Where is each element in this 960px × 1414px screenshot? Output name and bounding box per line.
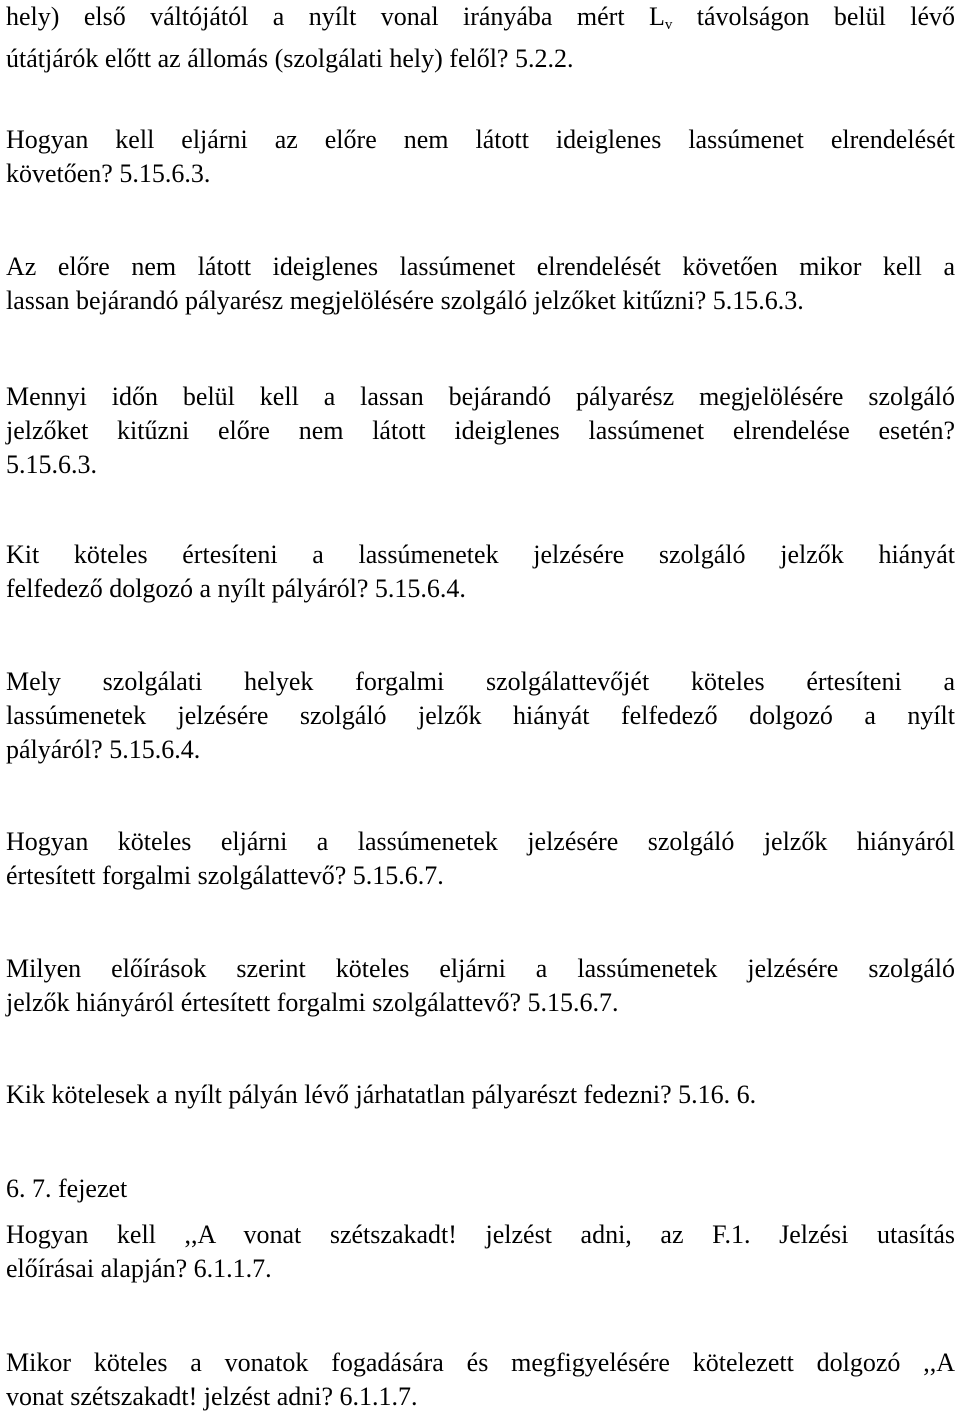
text-segment: hely) első váltójától a nyílt vonal irányába mért L (6, 2, 665, 31)
text-line: jelzőket kitűzni előre nem látott ideiglenes lassúmenet elrendelése esetén? (6, 416, 955, 445)
question-paragraph-6 (6, 665, 955, 767)
text-line: Kit köteles értesíteni a lassúmenetek jelzésére szolgáló jelzők hiányát (6, 540, 955, 569)
question-paragraph-3 (6, 250, 955, 318)
text-line: útátjárók előtt az állomás (szolgálati hely) felől? 5.2.2. (6, 44, 574, 73)
text-line: Kik kötelesek a nyílt pályán lévő járhatatlan pályarészt fedezni? 5.16. 6. (6, 1080, 757, 1109)
text-line: Hogyan kell eljárni az előre nem látott ideiglenes lassúmenet elrendelését (6, 125, 955, 154)
question-paragraph-7 (6, 825, 955, 893)
text-line: lassúmenetek jelzésére szolgáló jelzők hiányát felfedező dolgozó a nyílt (6, 701, 955, 730)
text-line: Mely szolgálati helyek forgalmi szolgálattevőjét köteles értesíteni a (6, 667, 955, 696)
question-paragraph-5 (6, 538, 955, 606)
text-line: pályáról? 5.15.6.4. (6, 735, 201, 764)
text-line: Az előre nem látott ideiglenes lassúmenet elrendelését követően mikor kell a (6, 252, 955, 281)
chapter-heading (6, 1172, 955, 1206)
question-paragraph-2 (6, 123, 955, 191)
text-line: Hogyan köteles eljárni a lassúmenetek jelzésére szolgáló jelzők hiányáról (6, 827, 955, 856)
text-line: lassan bejárandó pályarész megjelölésére szolgáló jelzőket kitűzni? 5.15.6.3. (6, 286, 804, 315)
text-line: előírásai alapján? 6.1.1.7. (6, 1254, 272, 1283)
question-paragraph-9 (6, 1078, 955, 1112)
text-line: felfedező dolgozó a nyílt pályáról? 5.15.6.4. (6, 574, 466, 603)
question-paragraph-1 (6, 0, 955, 76)
text-line: értesített forgalmi szolgálattevő? 5.15.6.7. (6, 861, 444, 890)
text-line: Mennyi időn belül kell a lassan bejárandó pályarész megjelölésére szolgáló (6, 382, 955, 411)
question-paragraph-8 (6, 952, 955, 1020)
question-paragraph-10 (6, 1218, 955, 1286)
text-line: követően? 5.15.6.3. (6, 159, 211, 188)
text-line: jelzők hiányáról értesített forgalmi szolgálattevő? 5.15.6.7. (6, 988, 619, 1017)
text-line: Hogyan kell ,,A vonat szétszakadt! jelzést adni, az F.1. Jelzési utasítás (6, 1220, 955, 1249)
text-line: vonat szétszakadt! jelzést adni? 6.1.1.7. (6, 1382, 418, 1411)
text-line: Milyen előírások szerint köteles eljárni a lassúmenetek jelzésére szolgáló (6, 954, 955, 983)
text-line: 5.15.6.3. (6, 450, 97, 479)
question-paragraph-4 (6, 380, 955, 482)
text-line: Mikor köteles a vonatok fogadására és megfigyelésére kötelezett dolgozó ,,A (6, 1348, 955, 1377)
question-paragraph-11 (6, 1346, 955, 1414)
subscript: v (664, 17, 673, 33)
text-line: 6. 7. fejezet (6, 1174, 128, 1203)
text-line (6, 0, 955, 42)
text-segment: távolságon belül lévő (672, 2, 955, 31)
